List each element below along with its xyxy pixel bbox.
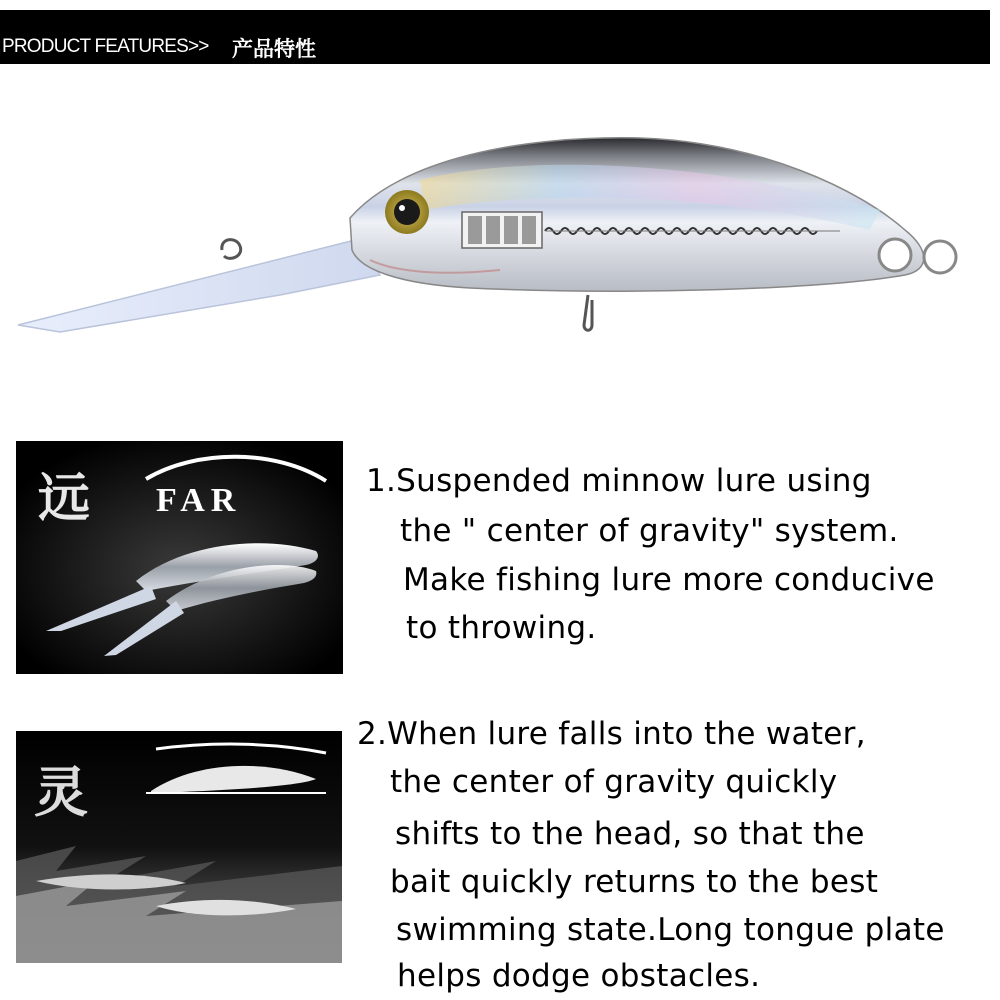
feature-1-line-2: the " center of gravity" system. [400, 513, 899, 549]
panel-glyph: 远 [38, 468, 91, 529]
feature-2-line-5: swimming state.Long tongue plate [396, 912, 945, 948]
feature-1-line-3: Make fishing lure more conducive [403, 562, 935, 598]
feature-2-line-1: 2.When lure falls into the water, [357, 716, 866, 752]
panel-glyph: 灵 [34, 760, 88, 824]
header-title-en: PRODUCT FEATURES>> [2, 36, 209, 57]
feature-1-line-4: to throwing. [406, 610, 597, 646]
feature-2-line-4: bait quickly returns to the best [390, 864, 879, 900]
header-title-cn: 产品特性 [232, 37, 316, 61]
feature-1-line-1: 1.Suspended minnow lure using [366, 463, 872, 499]
feature-2-line-3: shifts to the head, so that the [395, 816, 865, 852]
feature-2-line-2: the center of gravity quickly [390, 764, 838, 800]
panel-caption: FAR [156, 482, 242, 519]
feature-2-line-6: helps dodge obstacles. [397, 958, 761, 994]
